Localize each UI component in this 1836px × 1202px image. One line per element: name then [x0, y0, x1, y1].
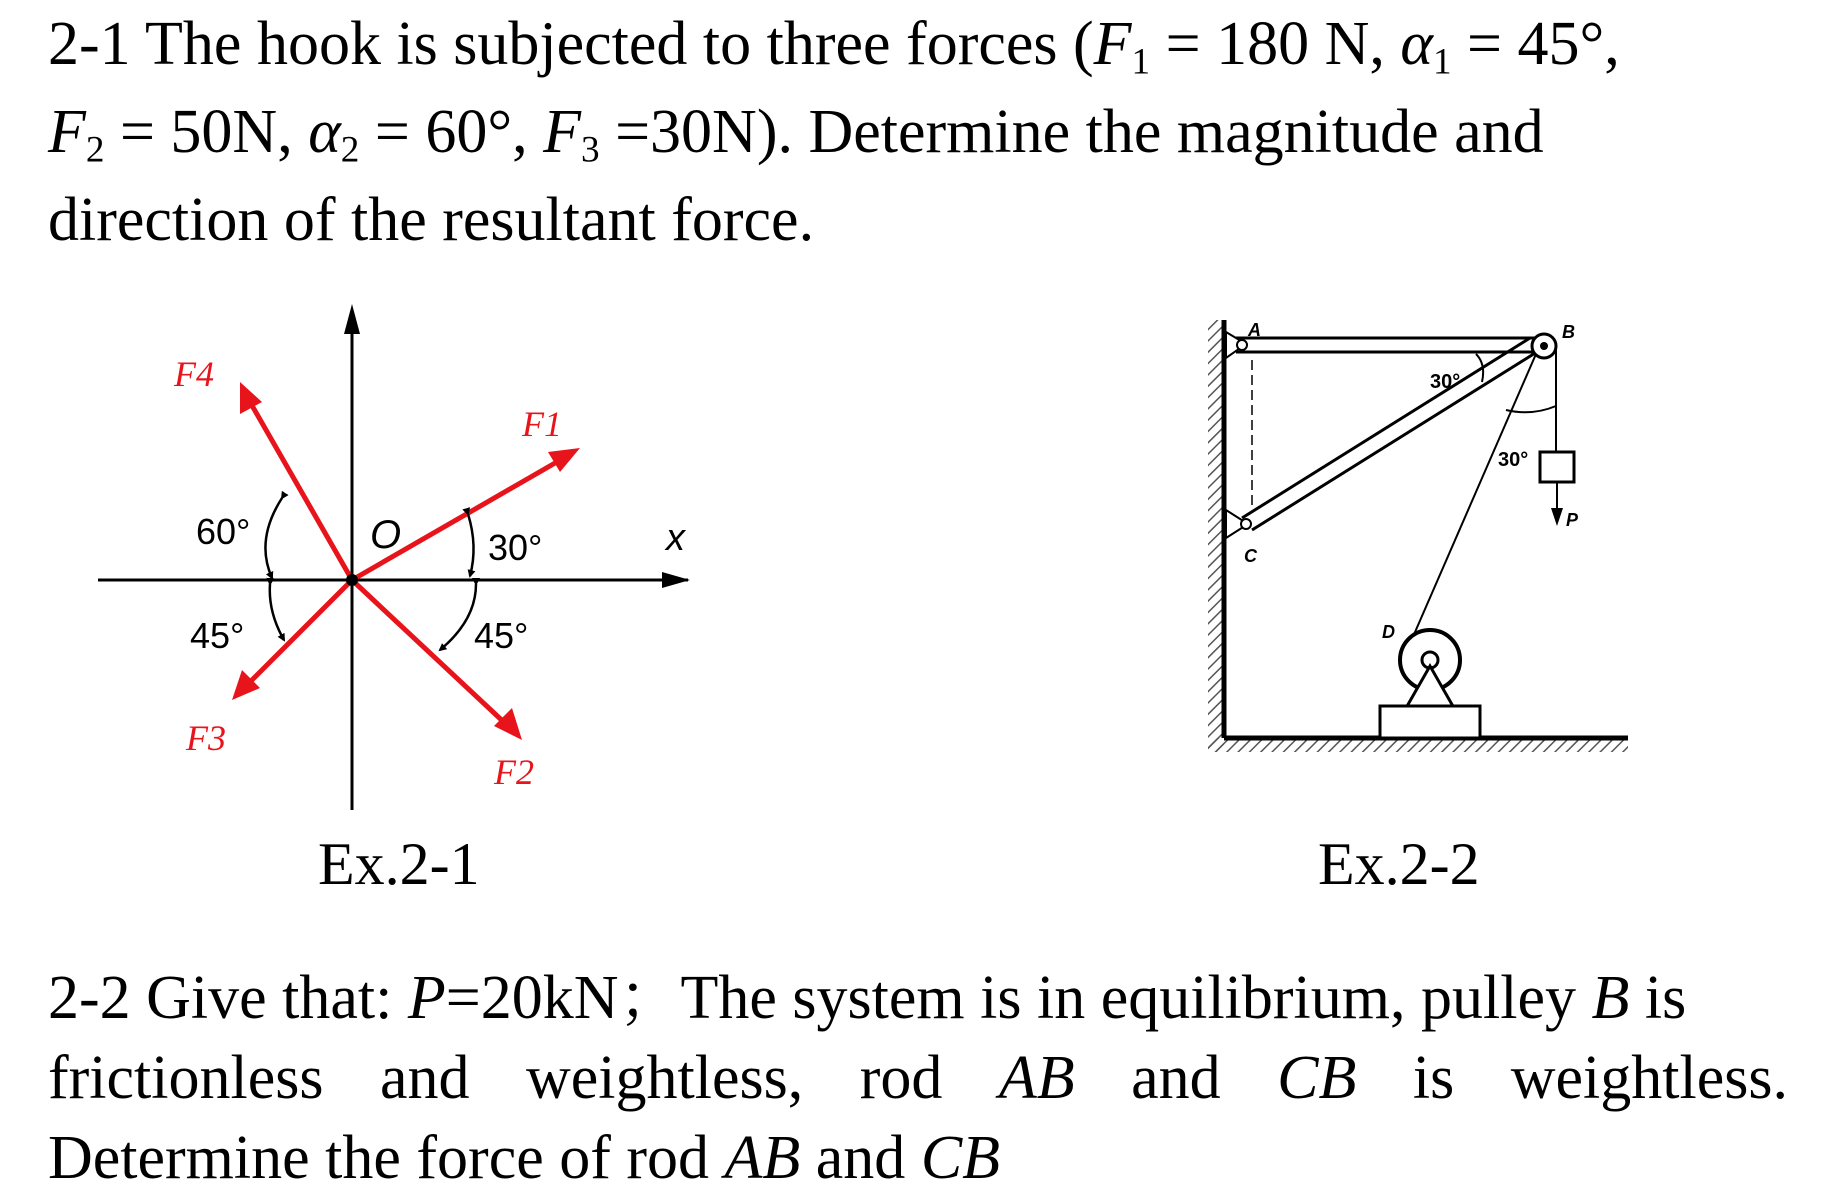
problem-number: 2-2 — [48, 964, 131, 1032]
problem-number: 2-1 — [48, 10, 131, 78]
pin-A — [1237, 340, 1247, 350]
label-angle-60: 60° — [196, 511, 251, 552]
x-axis-arrow — [662, 572, 690, 588]
pulley-B-hub — [1540, 342, 1548, 350]
label-angle-30: 30° — [488, 527, 543, 568]
problem-2-1-line-1: 2-1 The hook is subjected to three forces ($F_1 = 180$ N, $\alpha_1 = 45^\circ$, — [48, 10, 1620, 83]
label-angle-45-left: 45° — [190, 615, 245, 656]
problem-2-1-line-3: direction of the resultant force. — [48, 186, 815, 254]
label-angle-30-right: 30° — [1498, 449, 1529, 471]
origin-point — [346, 574, 358, 586]
label-angle-30-top: 30° — [1430, 371, 1461, 393]
weight-block — [1540, 452, 1574, 482]
caption-ex-2-2: Ex.2-2 — [1318, 831, 1480, 897]
problem-2-2-text — [48, 958, 1788, 1198]
rod-CB — [1242, 338, 1530, 518]
figure-ex-2-2 — [1180, 300, 1640, 780]
force-F4-arrow — [240, 382, 352, 580]
force-F3-arrow — [232, 580, 352, 700]
rod-CB-lower — [1252, 350, 1540, 530]
label-origin-O: O — [370, 513, 402, 557]
winch-base — [1380, 706, 1480, 738]
problem-2-2-line-2: frictionless and weightless, rod AB and CB is weightless. — [48, 1044, 1788, 1112]
angle-arc-30 — [468, 514, 474, 576]
label-angle-45-right: 45° — [474, 615, 529, 656]
label-B: B — [1562, 322, 1575, 342]
label-F4: F4 — [174, 354, 214, 394]
force-F2-arrow — [352, 580, 522, 740]
angle-arc-45-left — [270, 584, 284, 640]
label-x-axis: x — [666, 517, 685, 559]
figure-ex-2-1 — [0, 0, 760, 820]
y-axis-arrow — [344, 304, 360, 334]
problem-2-2-line-1: 2-2 Give that: P=20kN；The system is in equilibrium, pulley B is — [48, 964, 1687, 1032]
label-C: C — [1244, 546, 1257, 566]
label-F1: F1 — [522, 404, 562, 444]
caption-ex-2-1: Ex.2-1 — [318, 831, 480, 897]
problem-2-1-line-2: $F_2 = 50N$, $\alpha_2 = 60^\circ$, $F_3 =30N$). Determine the magnitude and — [48, 98, 1544, 171]
label-D: D — [1382, 622, 1395, 642]
angle-arc-60 — [265, 498, 282, 578]
label-P: P — [1566, 510, 1579, 530]
problem-2-2-line-3: Determine the force of rod AB and CB — [48, 1124, 1001, 1192]
label-F2: F2 — [494, 752, 534, 792]
angle-arc-45-right — [440, 584, 476, 650]
rope-BD — [1402, 354, 1536, 662]
label-F3: F3 — [186, 718, 226, 758]
force-P-arrow — [1551, 508, 1563, 526]
label-A: A — [1248, 320, 1261, 340]
pin-C — [1241, 519, 1251, 529]
